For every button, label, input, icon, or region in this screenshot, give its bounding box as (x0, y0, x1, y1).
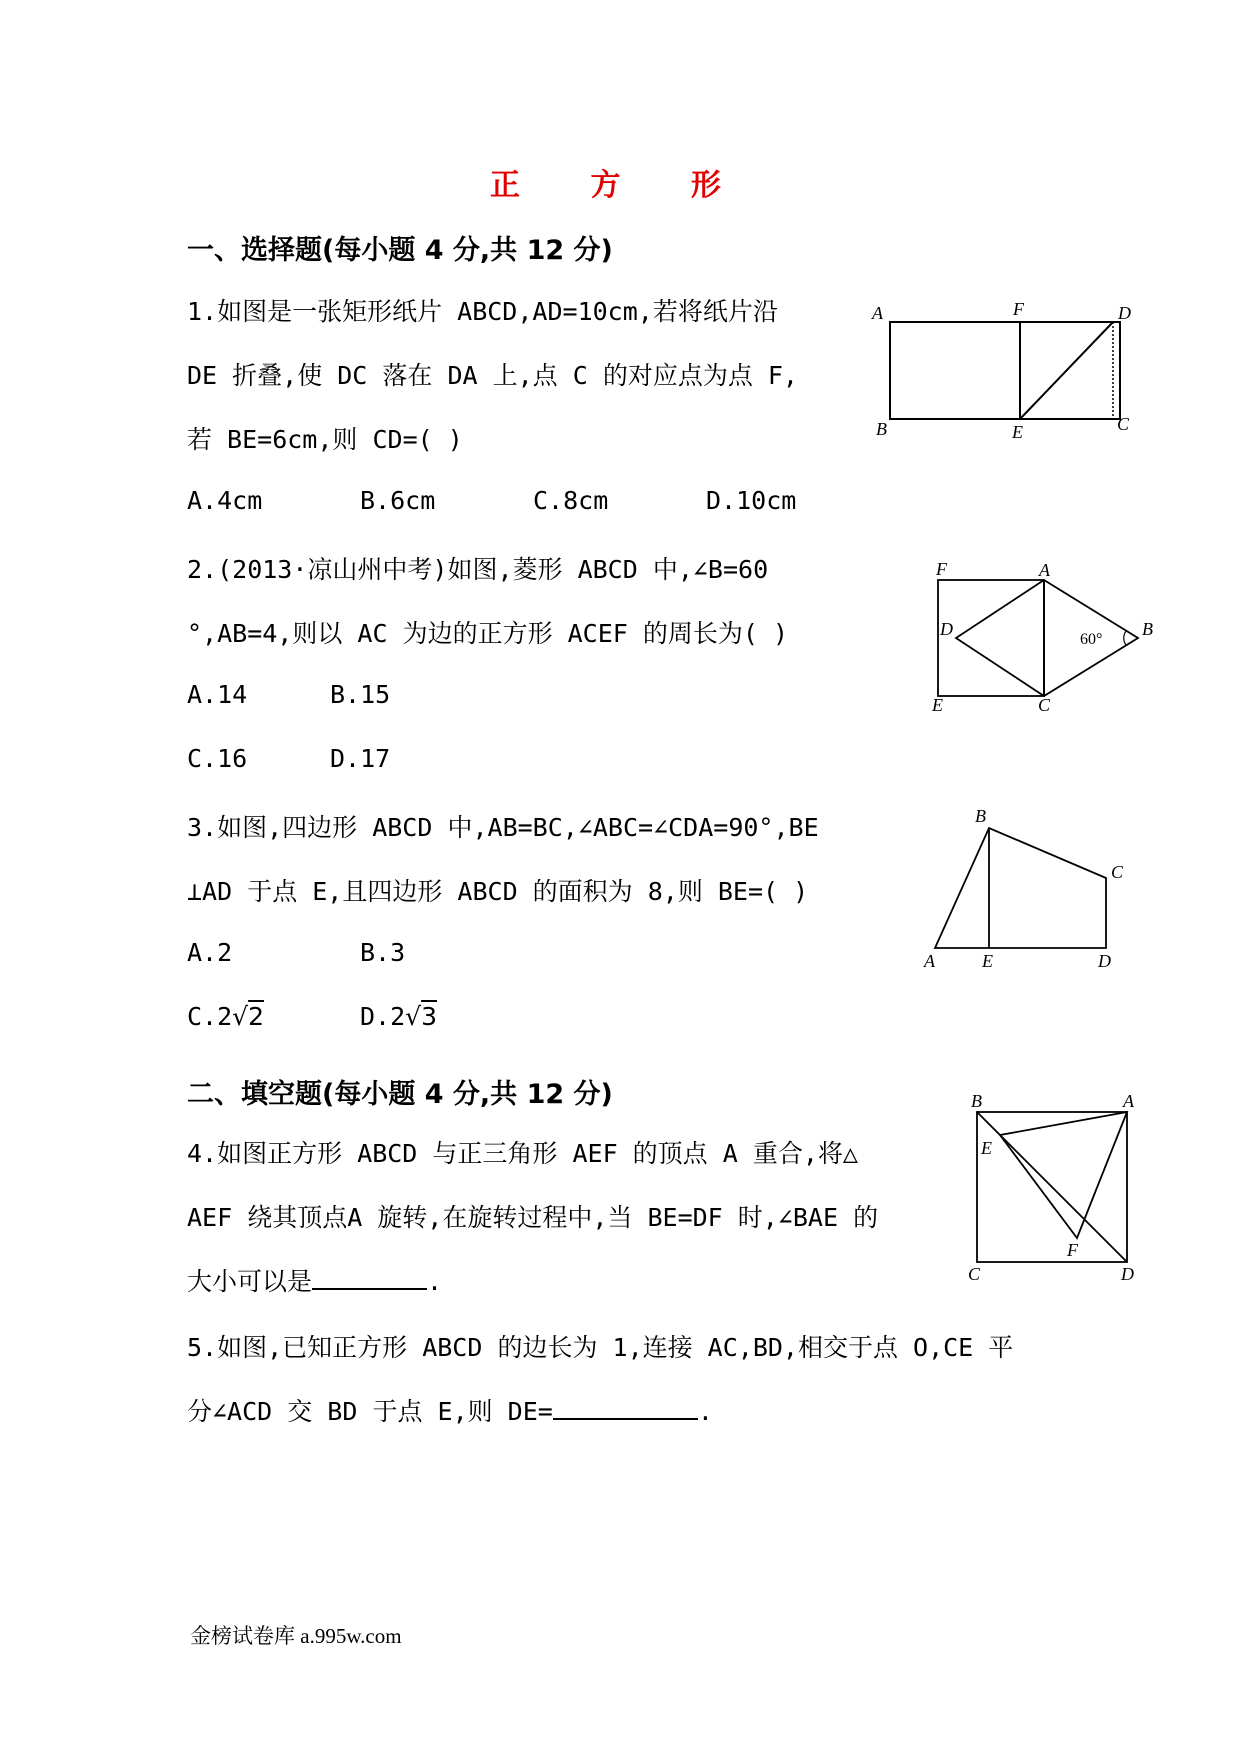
q1-figure (860, 295, 1150, 445)
q4-label-a: A (1123, 1091, 1134, 1111)
q4-answer-blank[interactable] (312, 1262, 427, 1290)
q3-text-line1: 3.如图,四边形 ABCD 中,AB=BC,∠ABC=∠CDA=90°,BE (187, 813, 819, 842)
q1-label-b: B (876, 419, 887, 439)
q4-label-b: B (971, 1091, 982, 1111)
q1-text-line3: 若 BE=6cm,则 CD=( ) (187, 425, 463, 454)
q2-label-e: E (932, 695, 943, 715)
q4-text-line1: 4.如图正方形 ABCD 与正三角形 AEF 的顶点 A 重合,将△ (187, 1139, 858, 1168)
q5-text-line1: 5.如图,已知正方形 ABCD 的边长为 1,连接 AC,BD,相交于点 O,CE 平 (187, 1333, 1014, 1362)
q2-option-c: C.16 (187, 744, 248, 773)
q2-label-d: D (940, 619, 953, 639)
q1-text-line2: DE 折叠,使 DC 落在 DA 上,点 C 的对应点为点 F, (187, 361, 798, 390)
q1-option-c: C.8cm (533, 486, 609, 515)
q1-option-d: D.10cm (706, 486, 797, 515)
q2-option-d: D.17 (330, 744, 391, 773)
q2-label-b: B (1142, 619, 1153, 639)
q1-option-a: A.4cm (187, 486, 263, 515)
q2-label-c: C (1038, 695, 1051, 715)
section-heading-choice: 一、选择题(每小题 4 分,共 12 分) (187, 235, 613, 266)
q1-label-f: F (1013, 299, 1024, 319)
page-title: 正 方 形 (490, 168, 751, 203)
q1-label-d: D (1118, 303, 1131, 323)
q5-text-line2: 分∠ACD 交 BD 于点 E,则 DE= . (187, 1392, 713, 1428)
q3-label-a: A (924, 951, 935, 971)
q2-text-line2: °,AB=4,则以 AC 为边的正方形 ACEF 的周长为( ) (187, 619, 789, 648)
q2-label-f: F (936, 560, 947, 579)
q1-option-b: B.6cm (360, 486, 436, 515)
q3-label-b: B (975, 806, 986, 826)
q4-text-line2: AEF 绕其顶点A 旋转,在旋转过程中,当 BE=DF 时,∠BAE 的 (187, 1203, 879, 1232)
q1-label-a: A (872, 303, 883, 323)
q2-label-a: A (1039, 560, 1050, 580)
q1-text-line1: 1.如图是一张矩形纸片 ABCD,AD=10cm,若将纸片沿 (187, 297, 778, 326)
q3-label-e: E (982, 951, 993, 971)
q3-label-c: C (1111, 862, 1124, 882)
q4-figure (955, 1090, 1145, 1290)
q4-label-f: F (1067, 1240, 1078, 1260)
q3-option-d: D.2√3 (360, 1002, 437, 1031)
footer-source: 金榜试卷库 a.995w.com (190, 1624, 402, 1648)
q2-option-b: B.15 (330, 680, 391, 709)
q1-label-e: E (1012, 422, 1023, 442)
q1-fold-line-ed (1020, 322, 1113, 419)
q4-triangle-aef (1000, 1112, 1127, 1238)
q3-option-c: C.2√2 (187, 1002, 264, 1031)
q3-text-line2: ⊥AD 于点 E,且四边形 ABCD 的面积为 8,则 BE=( ) (187, 877, 809, 906)
q4-label-d: D (1121, 1264, 1134, 1284)
section-heading-fill: 二、填空题(每小题 4 分,共 12 分) (187, 1079, 613, 1110)
q4-label-c: C (968, 1264, 981, 1284)
q4-label-e: E (981, 1138, 992, 1158)
q3-figure (915, 800, 1135, 980)
q2-figure (920, 560, 1170, 715)
q3-quadrilateral (935, 828, 1106, 948)
q5-answer-blank[interactable] (553, 1392, 698, 1420)
q3-option-b: B.3 (360, 938, 406, 967)
q3-option-a: A.2 (187, 938, 233, 967)
q2-option-a: A.14 (187, 680, 248, 709)
q3-label-d: D (1098, 951, 1111, 971)
q1-label-c: C (1117, 414, 1130, 434)
q2-text-line1: 2.(2013·凉山州中考)如图,菱形 ABCD 中,∠B=60 (187, 555, 769, 584)
q2-label-angle: 60° (1080, 631, 1103, 648)
q4-text-line3: 大小可以是 . (187, 1262, 442, 1298)
q2-rhombus (956, 580, 1138, 696)
